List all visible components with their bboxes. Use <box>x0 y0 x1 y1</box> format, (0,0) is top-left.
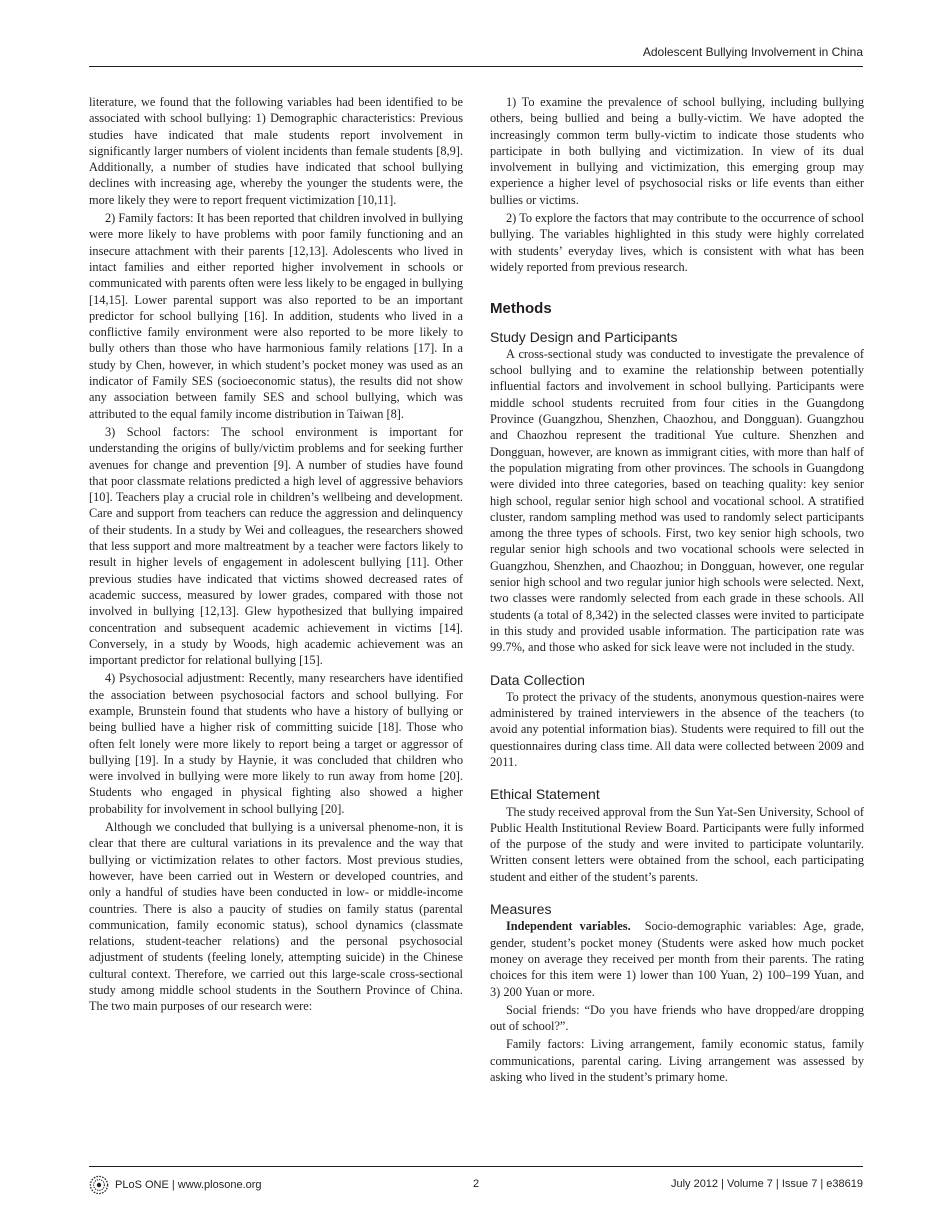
left-column <box>89 94 463 1015</box>
independent-variables-paragraph <box>490 918 864 999</box>
aim-two-paragraph: 2) To explore the factors that may contribute to the occurrence of school bullying. The variables highlighted in this study were highly correlated with students’ everyday lives, which is consistent with what has been widely reported from previous research. <box>490 211 864 274</box>
footer-rule <box>89 1166 863 1167</box>
right-column <box>490 94 864 1085</box>
issue-info: July 2012 | Volume 7 | Issue 7 | e38619 <box>670 1178 863 1190</box>
study-design-heading: Study Design and Participants <box>490 328 678 345</box>
independent-variables-runin: Independent variables. <box>506 919 631 934</box>
socio-demographic-text: Socio-demographic variables: Age, grade, gender, student’s pocket money (Students were asked how much pocket money on average they received per month from their parents. The rating choices for this item were 1) lower than 100 Yuan, 2) 100–199 Yuan, and 3) 200 Yuan or more. <box>490 919 865 999</box>
header-rule <box>89 66 863 67</box>
data-collection-heading: Data Collection <box>490 671 585 688</box>
data-collection-paragraph: To protect the privacy of the students, anonymous question-naires were administered by trained interviewers in the absence of the teachers (to avoid any potential information bias). Students were required to fill out the questionnaires during class time. All data were collected between 2009 and 2011. <box>490 689 864 769</box>
ethical-statement-heading: Ethical Statement <box>490 786 600 803</box>
family-factors-paragraph: 2) Family factors: It has been reported that children involved in bullying were more likely to have problems with poor family functioning and an insecure attachment with their parents [12,13]. Adolescents who lived in intact families and either reported higher involvement in schools or communicated with parents often were less likely to be engaged in bullying [14,15]. Lower parental support was also reported to be an important predictor for school bullying [16]. In addition, students who lived in a conflictive family environment were also reported to be more likely to bully others than those who have harmonious family relations [17]. In a study by Chen, however, in which student’s pocket money was used as an indicator of Family SES (socioeconomic status), the results did not show any association between family SES and school bullying, which was attributed to the equal family income distribution in Taiwan [8]. <box>89 211 463 421</box>
measures-heading: Measures <box>490 901 552 918</box>
cultural-variation-paragraph: Although we concluded that bullying is a universal phenome-non, it is clear that there are cultural variations in its prevalence and the way that bullying or victimization relates to other factors. Most previous studies, however, have been carried out in Western or developed countries, and only a handful of studies have been conducted in low- or middle-income countries. There is also a paucity of studies on family status (parental communication, family economic status), school dynamics (classmate relations, student-teacher relations) and the personal psychosocial adjustment of students (feeling lonely, attempting suicide) in the Chinese cultural context. Therefore, we carried out this large-scale cross-sectional study among middle school students in the Southern Province of China. The two main purposes of our research were: <box>89 820 463 1014</box>
journal-name: PLoS ONE | www.plosone.org <box>115 1179 262 1191</box>
study-design-paragraph: A cross-sectional study was conducted to investigate the prevalence of school bullying and to examine the relationship between potentially influential factors and involvement in school bullying. Participants were middle school students recruited from four cities in the Guangdong Province (Guangzhou, Shenzhen, Chaozhou, and Dongguan). Guangzhou and Chaozhou represent the traditional Yue culture. Shenzhen and Dongguan, however, are known as immigrant cities, with more than half of the population migrating from other provinces. The schools in Guangdong were divided into three categories, based on teaching quality: key senior high school, regular senior high school and vocational school. A stratified cluster, random sampling method was used to randomly select participants among the three types of schools. First, two key senior high schools, two regular senior high schools and two vocational schools were selected in Guangzhou, Shenzhen, and Chaozhou; in Dongguan, however, one regular senior high school and two regular junior high schools were selected. Next, two classes were randomly selected from each grade in these schools. All students (a total of 8,342) in the selected classes were invited to participate in this study and provided usable information. The participation rate was 99.7%, and those who asked for sick leave were not included in the study. <box>490 346 864 655</box>
social-friends-paragraph: Social friends: “Do you have friends who have dropped/are dropping out of school?”. <box>490 1002 864 1034</box>
psychosocial-paragraph: 4) Psychosocial adjustment: Recently, many researchers have identified the association between psychosocial factors and school bullying. For example, Brunstein found that students who have a history of bullying or being bullied have a higher risk of committing suicide [18]. Those who often felt lonely were more likely to report being a target or aggressor of bullying [19]. In a study by Haynie, it was concluded that children who were involved in bullying were more likely to run away from home [20]. Students who engaged in physical fighting also showed a higher probability for involvement in school bullying [20]. <box>89 671 463 816</box>
page-number: 2 <box>472 1178 480 1190</box>
methods-heading: Methods <box>490 300 552 318</box>
intro-paragraph: literature, we found that the following variables had been identified to be associated with school bullying: 1) Demographic characteristics: Previous studies have indicated that male students report involvement in significantly larger numbers of violent incidents than female students [8,9]. Additionally, a number of studies have indicated that school bullying declines with increasing age, whereby the younger the students were, the more likely they were to report frequent victimization [10,11]. <box>89 95 463 207</box>
running-title: Adolescent Bullying Involvement in China <box>642 45 863 59</box>
ethical-statement-paragraph: The study received approval from the Sun Yat-Sen University, School of Public Health Institutional Review Board. Participants were fully informed of the purpose of the study and were invited to participate voluntarily. Written consent letters were obtained from the school, each participating student and either of the student’s parents. <box>490 804 864 884</box>
family-factors-measure-paragraph: Family factors: Living arrangement, family economic status, family communications, parental caring. Living arrangement was assessed by asking who lived in the student’s primary home. <box>490 1037 864 1085</box>
aim-one-paragraph: 1) To examine the prevalence of school bullying, including bullying others, being bullied and being a bully-victim. We have adopted the increasingly common term bully-victim to indicate those students who participate in both bullying and victimization. In view of its dual involvement in bullying and victimization, this emerging group may experience a higher level of psychosocial risks or life events than either bullies or victims. <box>490 95 864 207</box>
school-factors-paragraph: 3) School factors: The school environment is important for understanding the origins of bully/victim problems and for seeking further avenues for change and prevention [9]. A number of studies have found that poor classmate relations predicted a high level of aggressive behaviors [10]. Teachers play a crucial role in children’s wellbeing and development. Care and support from teachers can reduce the aggression and delinquency of their students. In a study by Wei and colleagues, the researchers showed that less support and more maltreatment by a teacher were factors likely to result in higher levels of engagement in adolescent bullying [11]. Other previous studies have indicated that victims showed decreased rates of academic success, measured by lower grades, compared with those not involved in bullying [12,13]. Glew hypothesized that bullying impaired concentration and subsequent academic achievement in victims [14]. Conversely, in a study by Woods, high academic achievement was an important predictor for relational bullying [15]. <box>89 424 463 668</box>
page-footer <box>89 1174 863 1196</box>
